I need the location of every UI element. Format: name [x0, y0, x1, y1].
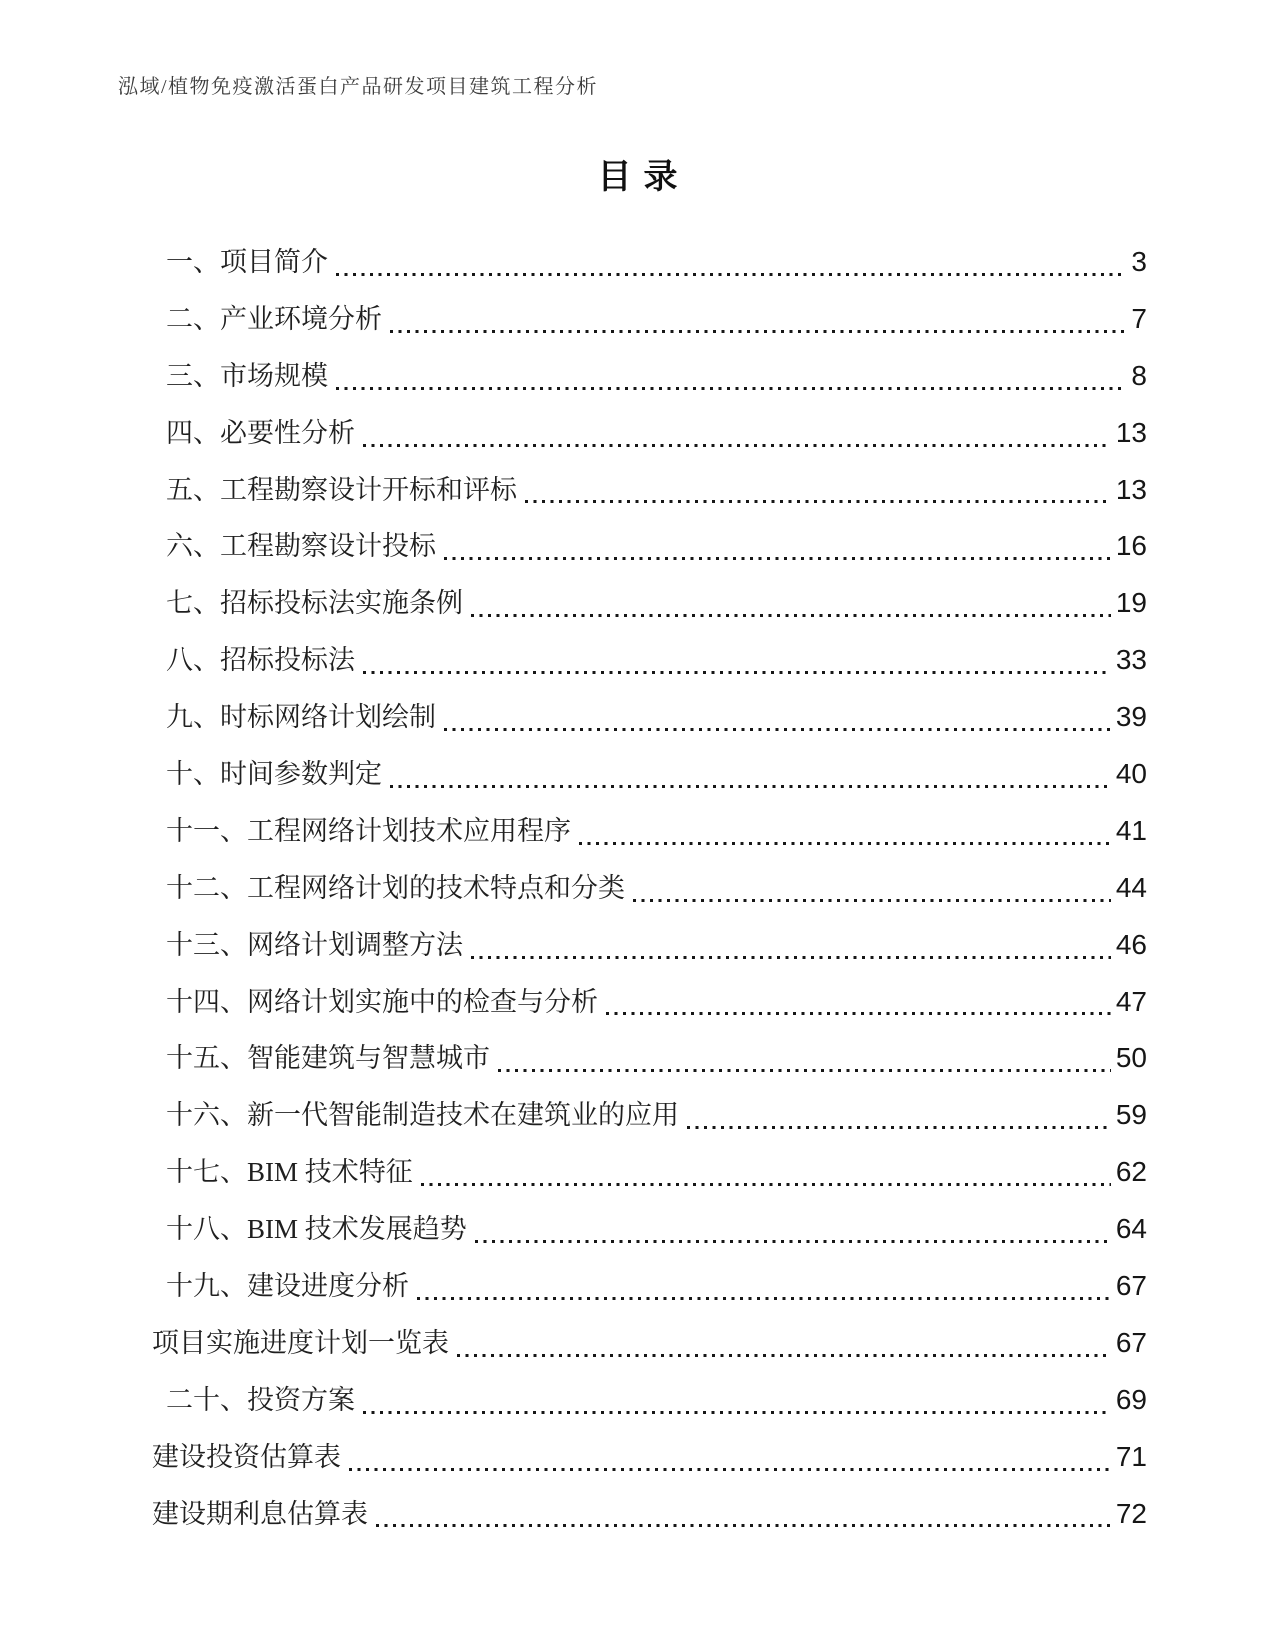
toc-entry[interactable]: [152, 575, 1147, 632]
toc-entry[interactable]: [152, 234, 1147, 291]
toc-entry-label: 十八、BIM 技术发展趋势: [166, 1214, 467, 1245]
dot-leader: [376, 1524, 1111, 1527]
dot-leader: [471, 956, 1111, 959]
dot-leader: [687, 1126, 1111, 1129]
dot-leader: [363, 1411, 1111, 1414]
toc-entry[interactable]: [152, 1486, 1147, 1543]
toc-entry-page: 39: [1115, 701, 1147, 733]
document-header: 泓域/植物免疫激活蛋白产品研发项目建筑工程分析: [118, 76, 599, 98]
toc-entry[interactable]: [152, 1315, 1147, 1372]
dot-leader: [363, 444, 1111, 447]
dot-leader: [421, 1183, 1111, 1186]
toc-entry-page: 13: [1115, 473, 1147, 505]
toc-entry[interactable]: [152, 1144, 1147, 1201]
toc-entry[interactable]: [152, 518, 1147, 575]
toc-entry-label: 十六、新一代智能制造技术在建筑业的应用: [166, 1100, 679, 1131]
toc-entry[interactable]: [152, 917, 1147, 974]
dot-leader: [525, 500, 1111, 503]
toc-entry[interactable]: [152, 1201, 1147, 1258]
toc-entry-label: 十、时间参数判定: [166, 759, 382, 790]
toc-entry-label: 十一、工程网络计划技术应用程序: [166, 815, 571, 846]
toc-entry[interactable]: [152, 1087, 1147, 1144]
toc-entry-page: 64: [1115, 1213, 1147, 1245]
toc-entry-label: 七、招标投标法实施条例: [166, 588, 463, 619]
toc-entry-page: 47: [1115, 985, 1147, 1017]
toc-entry-page: 41: [1115, 814, 1147, 846]
toc-entry-label: 十五、智能建筑与智慧城市: [166, 1043, 490, 1074]
toc-entry-label: 五、工程勘察设计开标和评标: [166, 474, 517, 505]
toc-entry-label: 六、工程勘察设计投标: [166, 531, 436, 562]
toc-entry-page: 19: [1115, 587, 1147, 619]
toc-entry-label: 二十、投资方案: [166, 1384, 355, 1415]
toc-entry-label: 十九、建设进度分析: [166, 1271, 409, 1302]
toc-entry-page: 13: [1115, 416, 1147, 448]
toc-entry-page: 50: [1115, 1042, 1147, 1074]
toc-entry-page: 44: [1115, 871, 1147, 903]
toc-entry-label: 十七、BIM 技术特征: [166, 1157, 413, 1188]
toc-entry-label: 八、招标投标法: [166, 645, 355, 676]
dot-leader: [390, 785, 1111, 788]
dot-leader: [606, 1012, 1111, 1015]
toc-entry[interactable]: [152, 405, 1147, 462]
toc-entry[interactable]: [152, 974, 1147, 1031]
dot-leader: [444, 557, 1111, 560]
toc-entry[interactable]: [152, 1030, 1147, 1087]
toc-entry-label: 一、项目简介: [166, 247, 328, 277]
toc-entry[interactable]: [152, 462, 1147, 519]
toc-entry-label: 十三、网络计划调整方法: [166, 929, 463, 960]
toc-entry-label: 项目实施进度计划一览表: [152, 1327, 449, 1358]
dot-leader: [579, 842, 1111, 845]
toc-entry-label: 三、市场规模: [166, 360, 328, 391]
toc-entry[interactable]: [152, 1429, 1147, 1486]
dot-leader: [471, 614, 1111, 617]
dot-leader: [336, 387, 1126, 390]
toc-entry-page: 67: [1115, 1270, 1147, 1302]
toc-entry[interactable]: [152, 1258, 1147, 1315]
toc-list: [152, 234, 1147, 1542]
toc-entry-page: 8: [1131, 359, 1147, 391]
toc-entry[interactable]: [152, 803, 1147, 860]
dot-leader: [363, 671, 1111, 674]
toc-entry[interactable]: [152, 746, 1147, 803]
toc-entry[interactable]: [152, 348, 1147, 405]
toc-entry-page: 69: [1115, 1383, 1147, 1415]
toc-entry-label: 十四、网络计划实施中的检查与分析: [166, 986, 598, 1017]
toc-entry-page: 71: [1115, 1440, 1147, 1472]
toc-entry-label: 建设期利息估算表: [152, 1498, 368, 1529]
dot-leader: [336, 273, 1126, 276]
toc-entry-label: 十二、工程网络计划的技术特点和分类: [166, 872, 625, 903]
toc-entry[interactable]: [152, 860, 1147, 917]
toc-entry-label: 九、时标网络计划绘制: [166, 702, 436, 733]
toc-entry-page: 40: [1115, 758, 1147, 790]
dot-leader: [390, 330, 1126, 333]
toc-entry-page: 46: [1115, 928, 1147, 960]
dot-leader: [498, 1069, 1111, 1072]
toc-entry[interactable]: [152, 632, 1147, 689]
toc-entry-page: 16: [1115, 530, 1147, 562]
dot-leader: [349, 1468, 1111, 1471]
toc-entry[interactable]: [152, 291, 1147, 348]
toc-entry-label: 二、产业环境分析: [166, 303, 382, 334]
toc-entry-page: 59: [1115, 1099, 1147, 1131]
page-title: 目录: [597, 159, 690, 196]
dot-leader: [475, 1240, 1111, 1243]
toc-entry-page: 7: [1131, 302, 1147, 334]
dot-leader: [633, 899, 1111, 902]
toc-entry[interactable]: [152, 689, 1147, 746]
dot-leader: [444, 728, 1111, 731]
toc-entry[interactable]: [152, 1372, 1147, 1429]
toc-entry-page: 72: [1115, 1497, 1147, 1529]
toc-entry-page: 67: [1115, 1326, 1147, 1358]
dot-leader: [417, 1297, 1111, 1300]
toc-entry-page: 62: [1115, 1156, 1147, 1188]
dot-leader: [457, 1354, 1111, 1357]
toc-entry-label: 四、必要性分析: [166, 417, 355, 448]
toc-entry-page: 3: [1131, 246, 1147, 277]
toc-entry-page: 33: [1115, 644, 1147, 676]
toc-entry-label: 建设投资估算表: [152, 1441, 341, 1472]
